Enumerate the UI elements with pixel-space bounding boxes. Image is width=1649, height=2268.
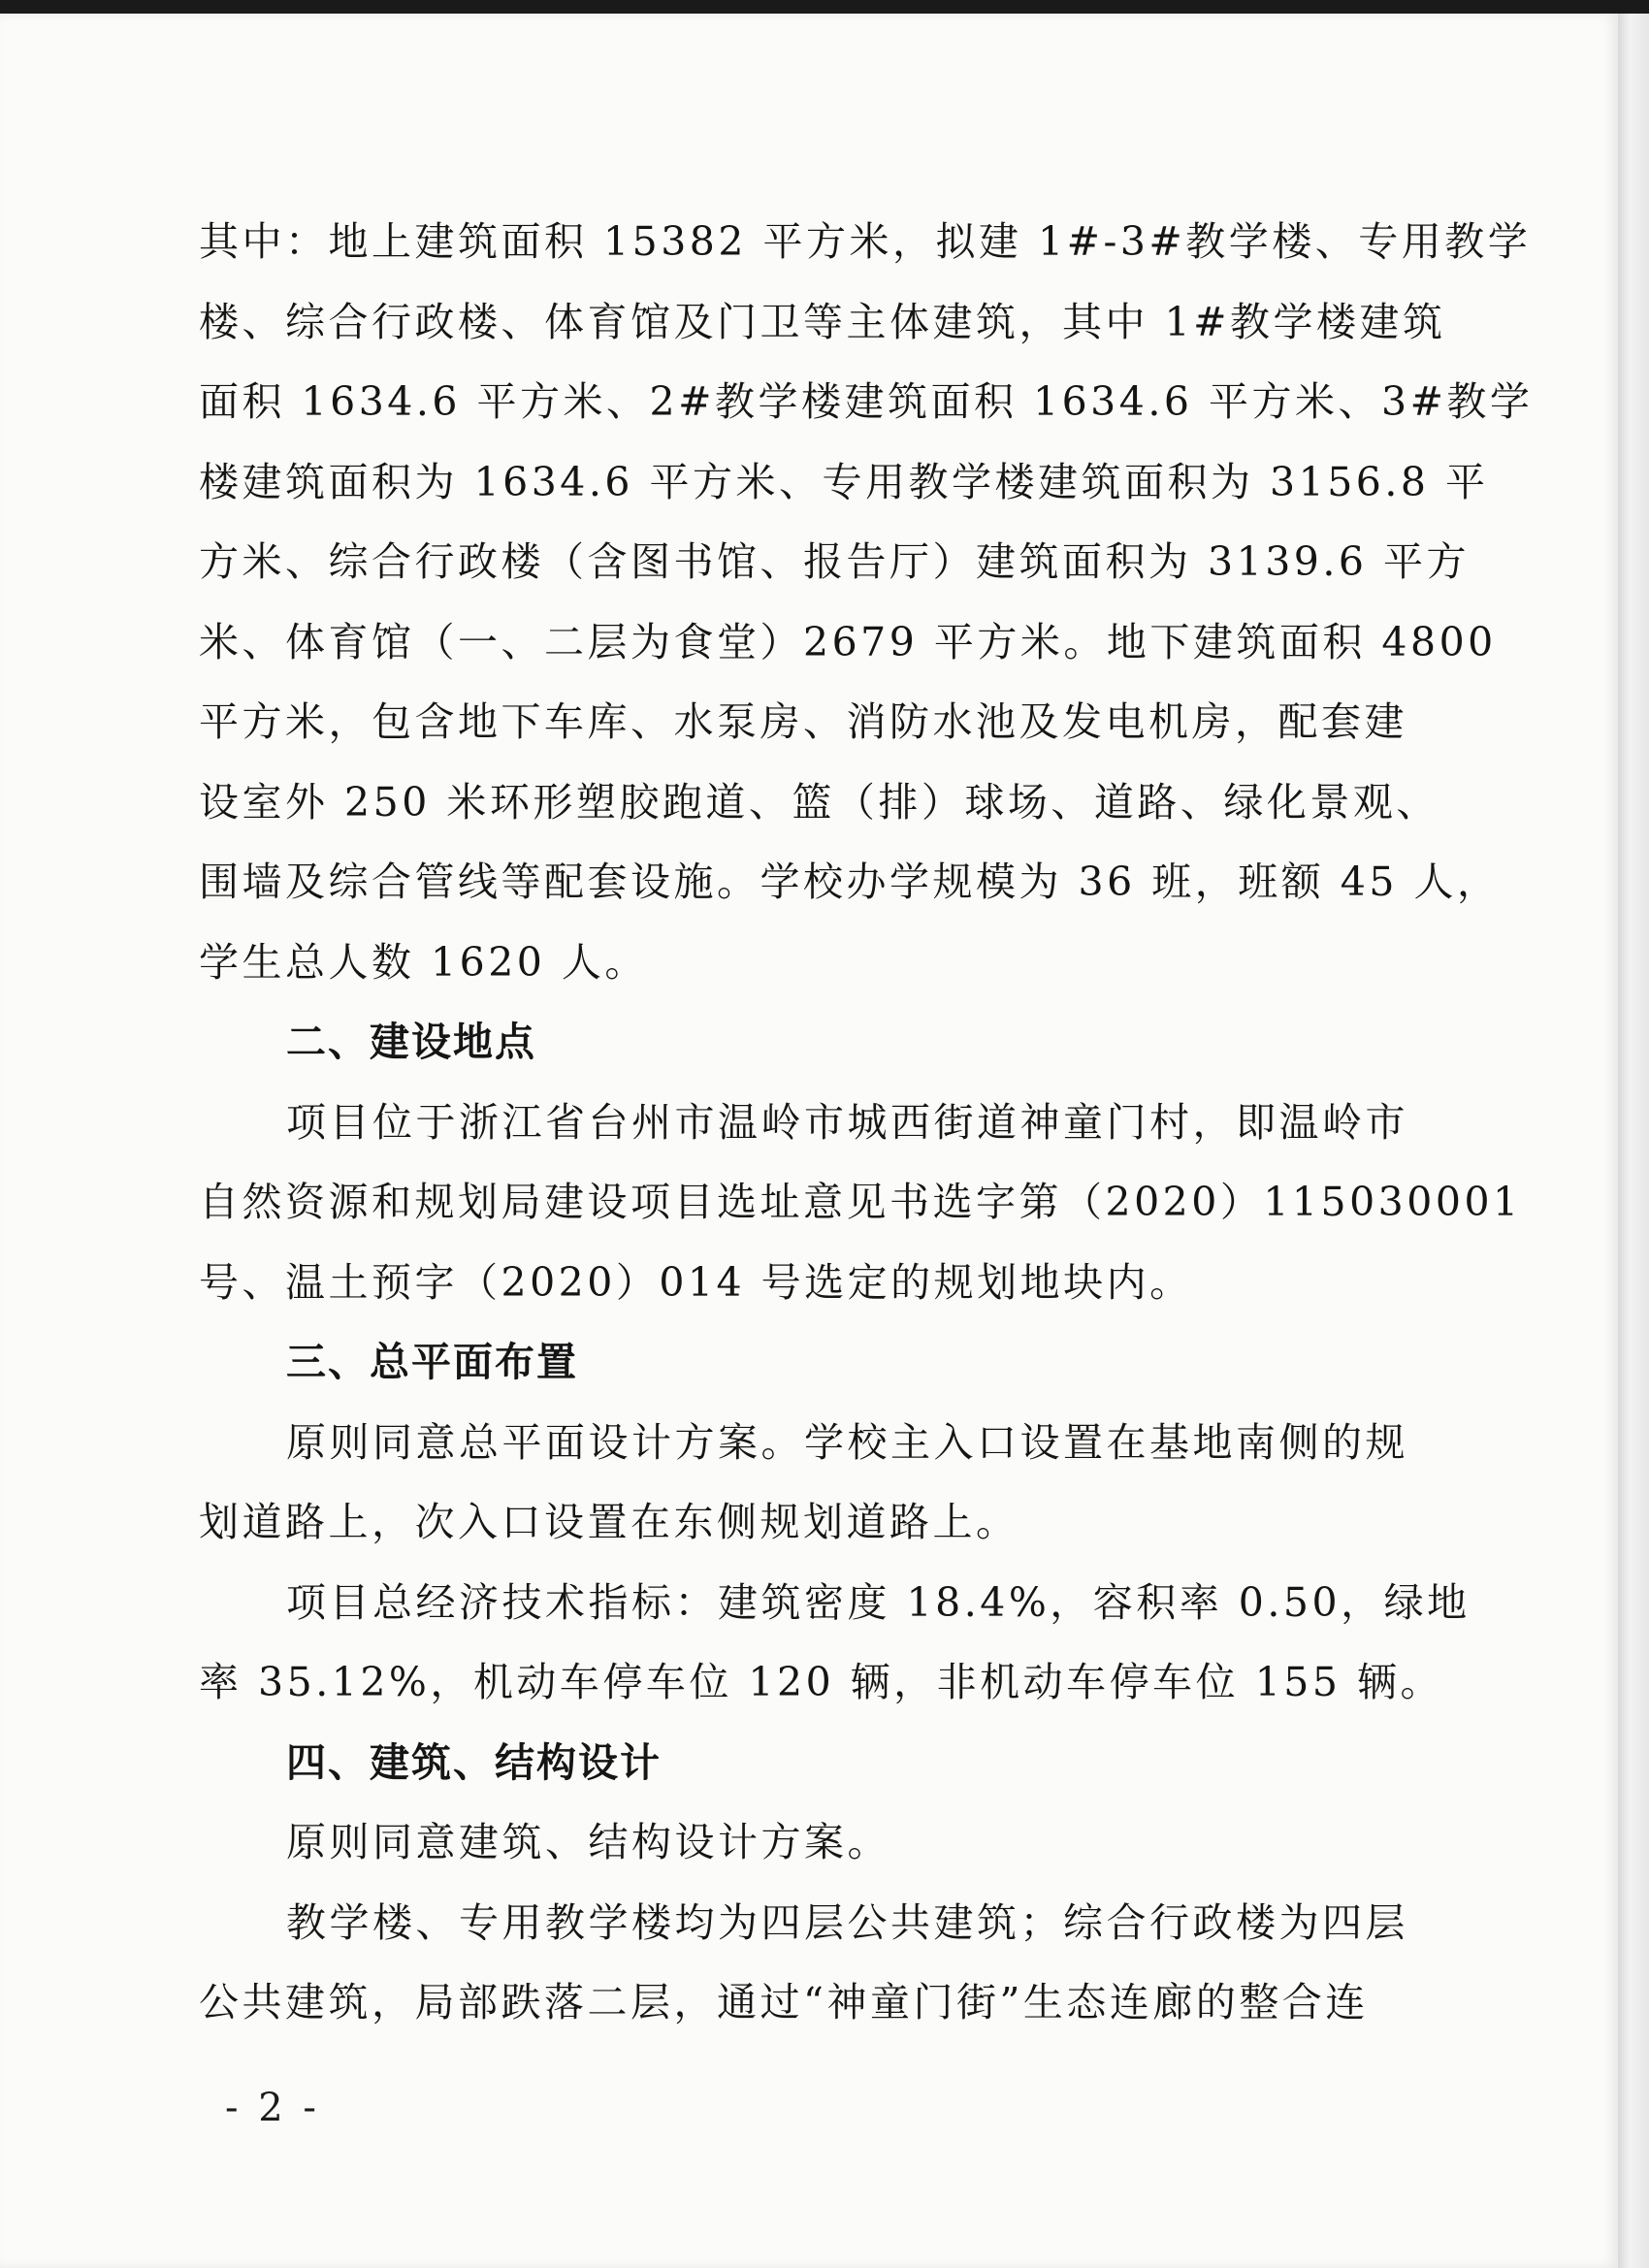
document-body [199,218,1534,2062]
body-line: 项目总经济技术指标：建筑密度 18.4%，容积率 0.50，绿地 [286,1578,1471,1626]
body-line: 围墙及综合管线等配套设施。学校办学规模为 36 班，班额 45 人， [199,859,1501,905]
body-line: 米、体育馆（一、二层为食堂）2679 平方米。地下建筑面积 4800 [199,618,1497,665]
body-line: 划道路上，次入口设置在东侧规划道路上。 [199,1499,1019,1545]
body-line: 学生总人数 1620 人。 [199,938,648,986]
body-line: 原则同意建筑、结构设计方案。 [286,1819,890,1865]
body-line: 方米、综合行政楼（含图书馆、报告厅）建筑面积为 3139.6 平方 [199,538,1471,585]
section-heading: 二、建设地点 [286,1019,536,1065]
body-line: 号、温土预字（2020）014 号选定的规划地块内。 [199,1258,1193,1306]
body-line: 自然资源和规划局建设项目选址意见书选字第（2020）115030001 [199,1179,1522,1225]
body-line: 公共建筑，局部跌落二层，通过“神童门街”生态连廊的整合连 [199,1979,1369,2025]
body-line: 其中：地上建筑面积 15382 平方米，拟建 1#-3#教学楼、专用教学 [199,218,1532,265]
body-line: 原则同意总平面设计方案。学校主入口设置在基地南侧的规 [286,1418,1408,1466]
page-edge [1618,14,1649,2268]
section-heading: 四、建筑、结构设计 [286,1738,662,1786]
section-heading: 三、总平面布置 [286,1339,578,1385]
body-line: 项目位于浙江省台州市温岭市城西街道神童门村，即温岭市 [286,1098,1408,1146]
page-number: - 2 - [225,2086,320,2130]
body-line: 教学楼、专用教学楼均为四层公共建筑；综合行政楼为四层 [286,1898,1408,1946]
body-line: 设室外 250 米环形塑胶跑道、篮（排）球场、道路、绿化景观、 [199,778,1439,826]
body-line: 平方米，包含地下车库、水泵房、消防水池及发电机房，配套建 [199,698,1407,745]
body-line: 率 35.12%，机动车停车位 120 辆，非机动车停车位 155 辆。 [199,1659,1444,1705]
body-line: 楼、综合行政楼、体育馆及门卫等主体建筑，其中 1#教学楼建筑 [199,298,1446,345]
body-line: 楼建筑面积为 1634.6 平方米、专用教学楼建筑面积为 3156.8 平 [199,458,1489,505]
body-line: 面积 1634.6 平方米、2#教学楼建筑面积 1634.6 平方米、3#教学 [199,378,1534,425]
